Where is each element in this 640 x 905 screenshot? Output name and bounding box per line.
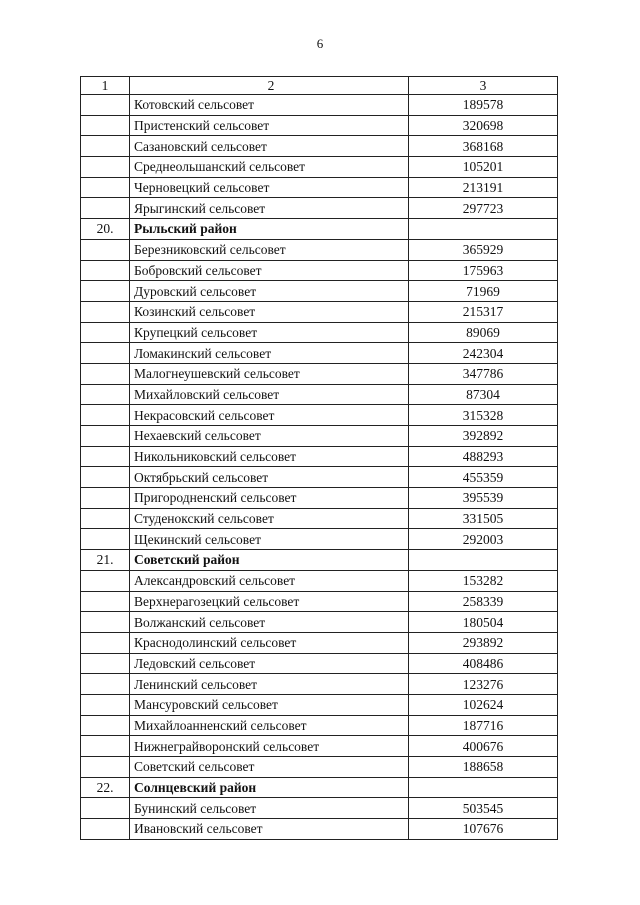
table-row: [81, 736, 558, 757]
table-row: [81, 529, 558, 550]
row-value-cell: 400676: [409, 736, 558, 757]
row-value-cell: 188658: [409, 757, 558, 778]
row-value-cell: 368168: [409, 136, 558, 157]
table-row: [81, 239, 558, 260]
table-row: [81, 322, 558, 343]
row-value-cell: 455359: [409, 467, 558, 488]
row-name-cell: Волжанский сельсовет: [130, 612, 409, 633]
table-row: [81, 363, 558, 384]
row-value-cell: 503545: [409, 798, 558, 819]
row-number-cell: 22.: [81, 777, 130, 798]
row-value-cell: 293892: [409, 632, 558, 653]
row-name-cell: Березниковский сельсовет: [130, 239, 409, 260]
row-number-cell: [81, 674, 130, 695]
row-value-cell: 187716: [409, 715, 558, 736]
row-name-cell: Пристенский сельсовет: [130, 115, 409, 136]
row-number-cell: [81, 632, 130, 653]
row-name-cell: Ивановский сельсовет: [130, 819, 409, 840]
row-value-cell: 347786: [409, 363, 558, 384]
row-number-cell: [81, 757, 130, 778]
table-row: [81, 426, 558, 447]
table-row: [81, 136, 558, 157]
row-number-cell: [81, 694, 130, 715]
row-value-cell: 107676: [409, 819, 558, 840]
row-value-cell: 258339: [409, 591, 558, 612]
row-name-cell: Пригородненский сельсовет: [130, 488, 409, 509]
row-value-cell: 89069: [409, 322, 558, 343]
row-number-cell: [81, 322, 130, 343]
table-row: [81, 612, 558, 633]
row-name-cell: Ледовский сельсовет: [130, 653, 409, 674]
row-name-cell: Козинский сельсовет: [130, 301, 409, 322]
row-number-cell: [81, 115, 130, 136]
row-number-cell: [81, 343, 130, 364]
row-name-cell: Александровский сельсовет: [130, 570, 409, 591]
row-name-cell: Советский район: [130, 550, 409, 571]
row-name-cell: Сазановский сельсовет: [130, 136, 409, 157]
row-number-cell: [81, 136, 130, 157]
row-number-cell: 21.: [81, 550, 130, 571]
row-name-cell: Щекинский сельсовет: [130, 529, 409, 550]
row-name-cell: Котовский сельсовет: [130, 95, 409, 116]
row-value-cell: 213191: [409, 177, 558, 198]
row-number-cell: [81, 715, 130, 736]
row-value-cell: [409, 219, 558, 240]
row-value-cell: 215317: [409, 301, 558, 322]
row-number-cell: [81, 239, 130, 260]
table-row: [81, 819, 558, 840]
table-header-row: [81, 77, 558, 95]
row-number-cell: [81, 446, 130, 467]
row-name-cell: Среднеольшанский сельсовет: [130, 157, 409, 178]
row-number-cell: [81, 405, 130, 426]
row-name-cell: Некрасовский сельсовет: [130, 405, 409, 426]
table-row: [81, 632, 558, 653]
column-header-2: 2: [130, 77, 409, 95]
row-value-cell: 153282: [409, 570, 558, 591]
row-number-cell: [81, 281, 130, 302]
table-row: [81, 488, 558, 509]
row-name-cell: Малогнеушевский сельсовет: [130, 363, 409, 384]
row-name-cell: Михайлоанненский сельсовет: [130, 715, 409, 736]
row-name-cell: Рыльский район: [130, 219, 409, 240]
row-name-cell: Октябрьский сельсовет: [130, 467, 409, 488]
row-value-cell: 175963: [409, 260, 558, 281]
district-row: [81, 550, 558, 571]
row-value-cell: 297723: [409, 198, 558, 219]
row-number-cell: [81, 426, 130, 447]
table-row: [81, 384, 558, 405]
row-number-cell: [81, 95, 130, 116]
row-name-cell: Нижнеграйворонский сельсовет: [130, 736, 409, 757]
table-row: [81, 694, 558, 715]
table-row: [81, 281, 558, 302]
table-row: [81, 570, 558, 591]
table-row: [81, 115, 558, 136]
row-value-cell: 392892: [409, 426, 558, 447]
row-value-cell: 105201: [409, 157, 558, 178]
row-name-cell: Студенокский сельсовет: [130, 508, 409, 529]
column-header-3: 3: [409, 77, 558, 95]
row-value-cell: 365929: [409, 239, 558, 260]
row-name-cell: Михайловский сельсовет: [130, 384, 409, 405]
page-number: 6: [316, 36, 324, 51]
row-value-cell: 102624: [409, 694, 558, 715]
row-name-cell: Дуровский сельсовет: [130, 281, 409, 302]
table-row: [81, 260, 558, 281]
row-name-cell: Бунинский сельсовет: [130, 798, 409, 819]
table-row: [81, 177, 558, 198]
row-value-cell: 242304: [409, 343, 558, 364]
table-row: [81, 653, 558, 674]
row-value-cell: 123276: [409, 674, 558, 695]
table-row: [81, 757, 558, 778]
row-name-cell: Ярыгинский сельсовет: [130, 198, 409, 219]
table-row: [81, 508, 558, 529]
row-number-cell: [81, 157, 130, 178]
row-value-cell: 320698: [409, 115, 558, 136]
row-name-cell: Солнцевский район: [130, 777, 409, 798]
row-number-cell: [81, 798, 130, 819]
row-number-cell: 20.: [81, 219, 130, 240]
table-row: [81, 467, 558, 488]
row-number-cell: [81, 177, 130, 198]
row-number-cell: [81, 570, 130, 591]
row-name-cell: Краснодолинский сельсовет: [130, 632, 409, 653]
table-row: [81, 674, 558, 695]
row-number-cell: [81, 612, 130, 633]
row-value-cell: 180504: [409, 612, 558, 633]
table-row: [81, 343, 558, 364]
row-number-cell: [81, 508, 130, 529]
row-value-cell: 315328: [409, 405, 558, 426]
row-name-cell: Ломакинский сельсовет: [130, 343, 409, 364]
row-value-cell: 488293: [409, 446, 558, 467]
row-name-cell: Мансуровский сельсовет: [130, 694, 409, 715]
table-row: [81, 198, 558, 219]
row-name-cell: Крупецкий сельсовет: [130, 322, 409, 343]
row-number-cell: [81, 736, 130, 757]
row-value-cell: [409, 550, 558, 571]
row-number-cell: [81, 198, 130, 219]
row-name-cell: Верхнерагозецкий сельсовет: [130, 591, 409, 612]
row-value-cell: 71969: [409, 281, 558, 302]
table-row: [81, 95, 558, 116]
row-number-cell: [81, 363, 130, 384]
table-row: [81, 157, 558, 178]
table-row: [81, 798, 558, 819]
row-name-cell: Черновецкий сельсовет: [130, 177, 409, 198]
row-value-cell: 292003: [409, 529, 558, 550]
row-name-cell: Никольниковский сельсовет: [130, 446, 409, 467]
row-name-cell: Бобровский сельсовет: [130, 260, 409, 281]
row-number-cell: [81, 653, 130, 674]
row-name-cell: Ленинский сельсовет: [130, 674, 409, 695]
district-row: [81, 219, 558, 240]
row-number-cell: [81, 301, 130, 322]
table-row: [81, 591, 558, 612]
table-row: [81, 301, 558, 322]
row-value-cell: [409, 777, 558, 798]
row-value-cell: 189578: [409, 95, 558, 116]
row-name-cell: Советский сельсовет: [130, 757, 409, 778]
table-row: [81, 405, 558, 426]
data-table: [80, 76, 558, 840]
row-number-cell: [81, 260, 130, 281]
row-value-cell: 331505: [409, 508, 558, 529]
row-number-cell: [81, 819, 130, 840]
row-value-cell: 87304: [409, 384, 558, 405]
row-number-cell: [81, 384, 130, 405]
row-number-cell: [81, 591, 130, 612]
row-number-cell: [81, 488, 130, 509]
table-row: [81, 715, 558, 736]
row-number-cell: [81, 467, 130, 488]
row-name-cell: Нехаевский сельсовет: [130, 426, 409, 447]
row-value-cell: 408486: [409, 653, 558, 674]
district-row: [81, 777, 558, 798]
column-header-1: 1: [81, 77, 130, 95]
table-row: [81, 446, 558, 467]
row-number-cell: [81, 529, 130, 550]
row-value-cell: 395539: [409, 488, 558, 509]
